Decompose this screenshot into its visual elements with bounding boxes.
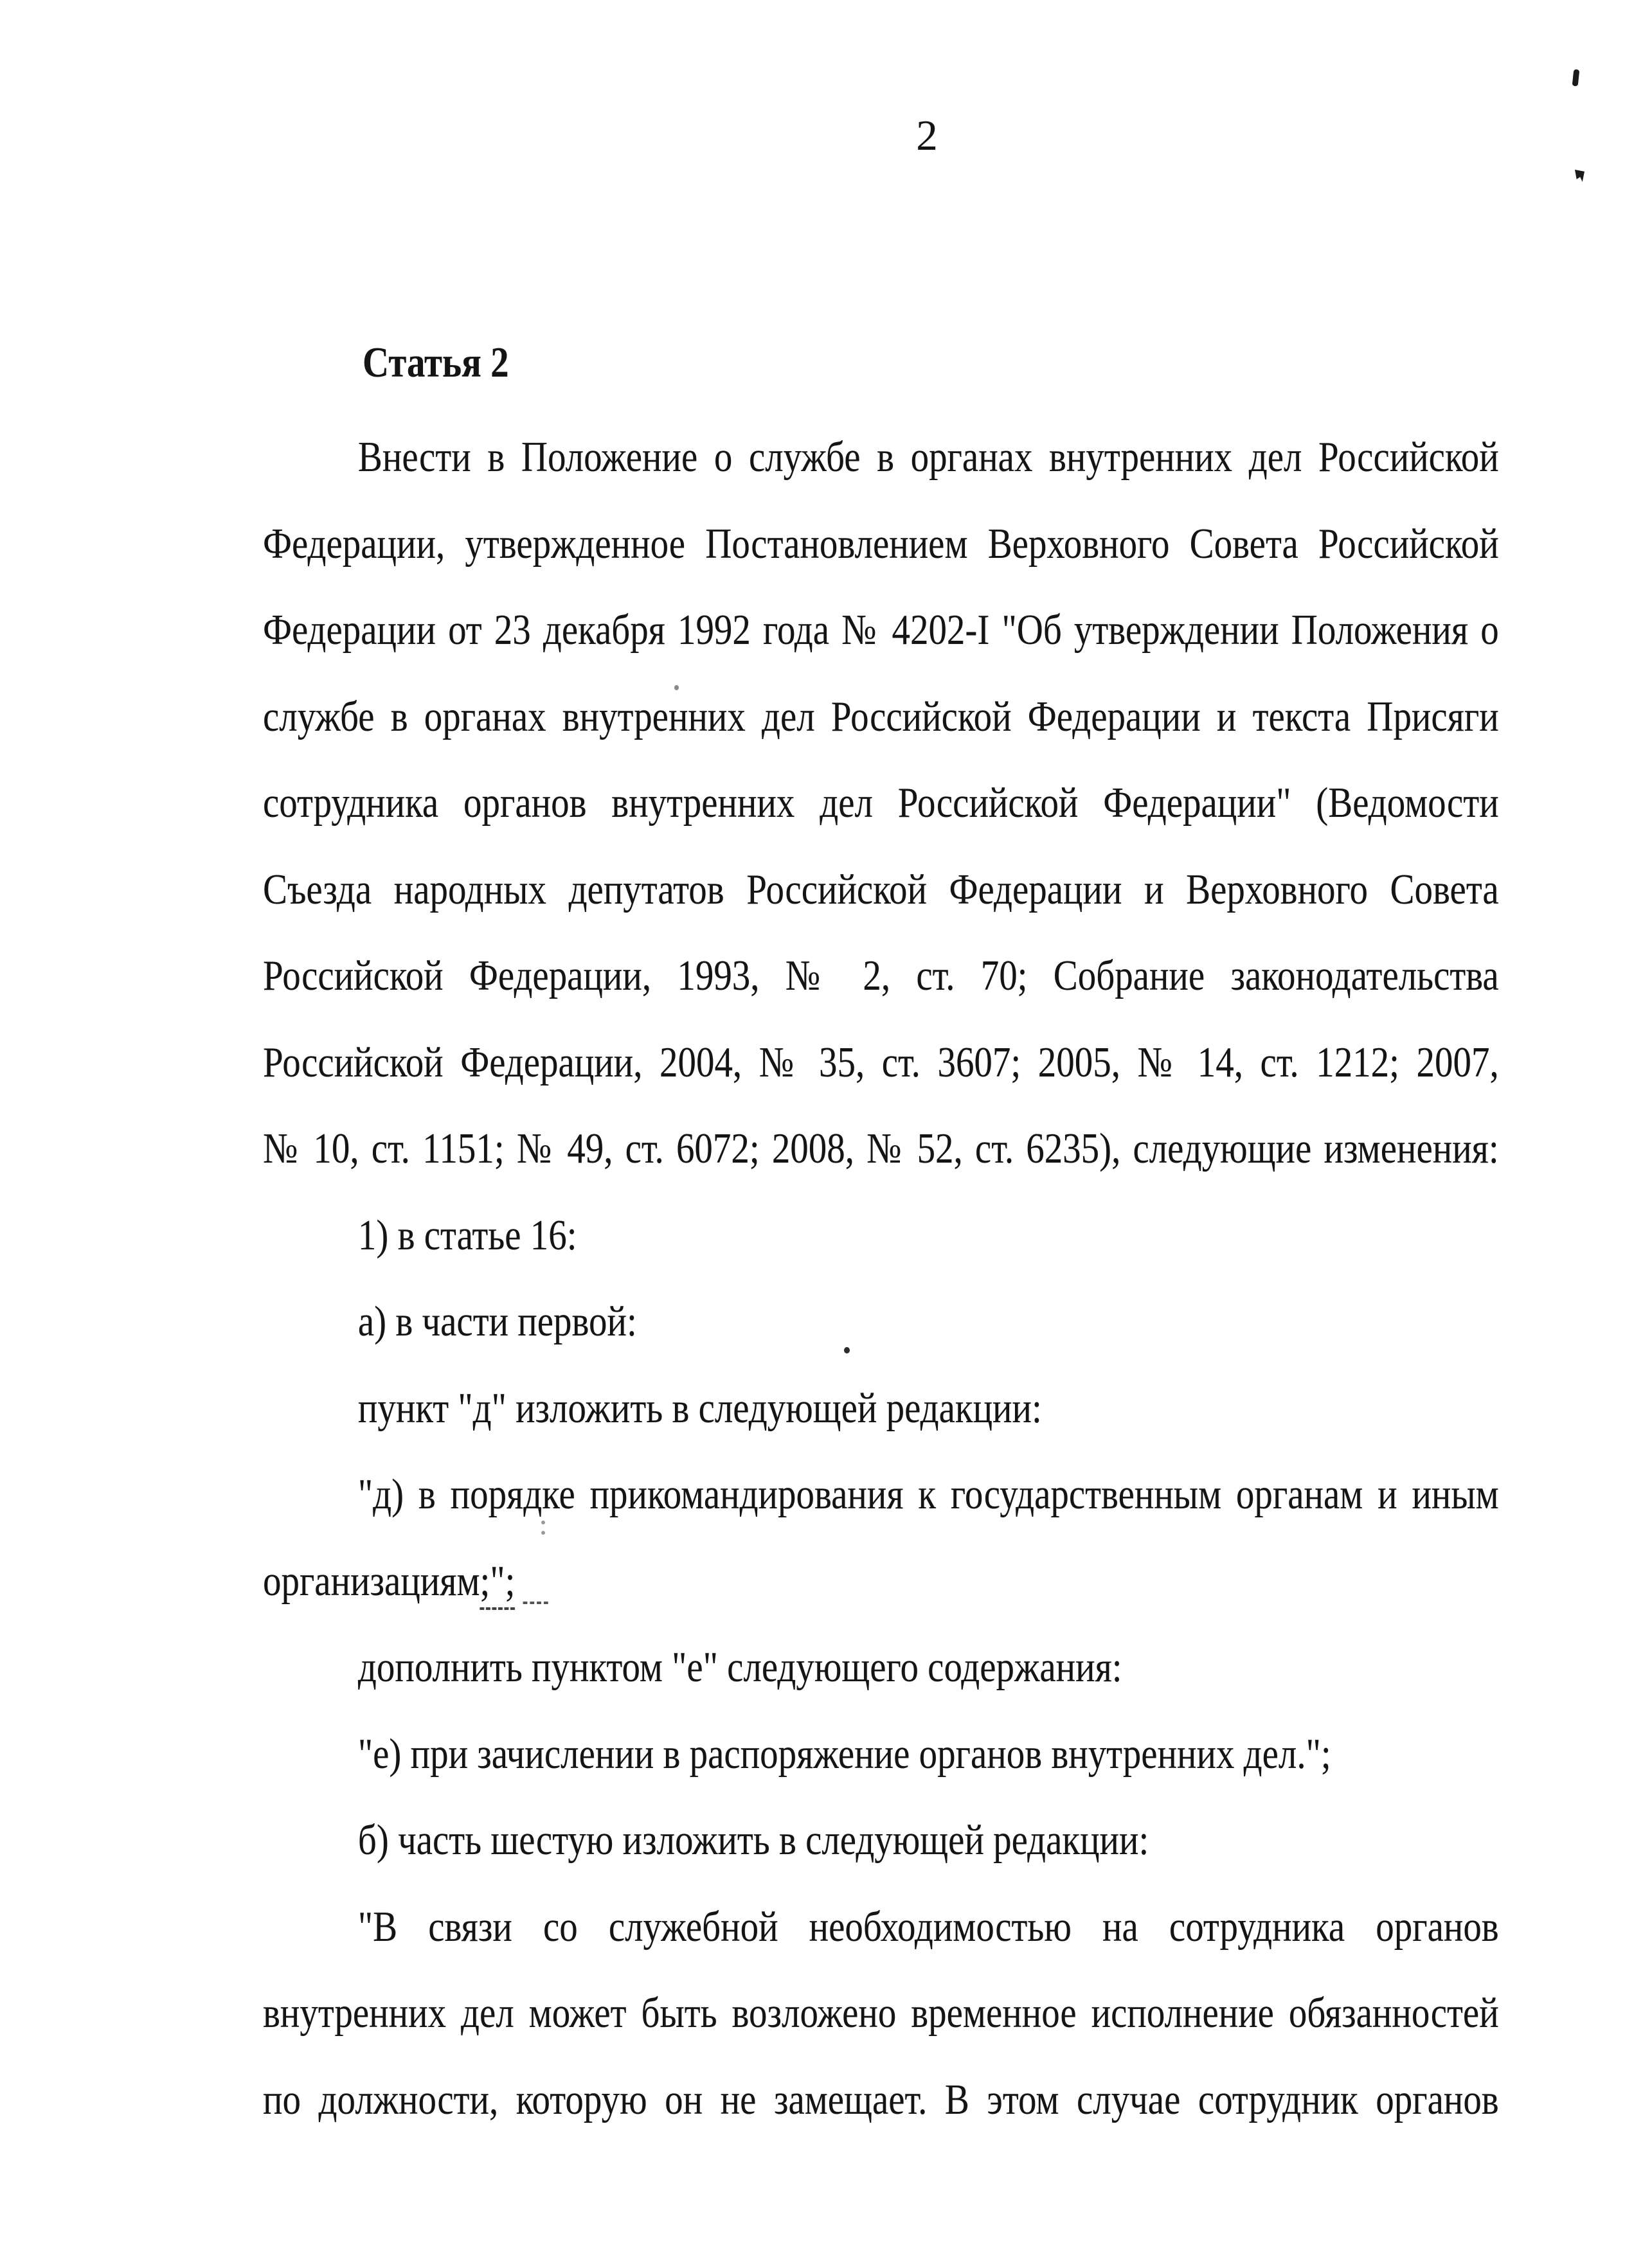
text-line [263, 933, 1499, 1019]
text-line [263, 674, 1499, 760]
ink-speck [844, 1347, 850, 1353]
text-line [263, 1192, 1499, 1279]
line-text: Российской Федерации, 2004, № 35, ст. 3607; 2005, № 14, ст. 1212; 2007, [263, 1038, 1499, 1086]
text-line [263, 1970, 1499, 2057]
text-line [263, 1365, 1499, 1452]
line-text: "е) при зачислении в распоряжение органов внутренних дел."; [357, 1729, 1331, 1778]
text-line [263, 1624, 1499, 1711]
line-text: Федерации от 23 декабря 1992 года № 4202-I "Об утверждении Положения о [263, 606, 1499, 654]
line-text: а) в части первой: [357, 1298, 637, 1345]
line-text: службе в органах внутренних дел Российской Федерации и текста Присяги [263, 692, 1499, 740]
line-text: № 10, ст. 1151; № 49, ст. 6072; 2008, № 52, ст. 6235), следующие изменения: [263, 1125, 1499, 1172]
text-line [263, 1019, 1499, 1106]
line-text: "В связи со служебной необходимостью на сотрудника органов [357, 1902, 1499, 1951]
page-number: 2 [916, 112, 938, 159]
ink-speck [541, 1521, 545, 1524]
line-text: Российской Федерации, 1993, № 2, ст. 70; Собрание законодательства [263, 952, 1499, 999]
text-line [263, 2057, 1499, 2143]
ink-speck [1575, 170, 1585, 182]
text-line [263, 1797, 1499, 1884]
line-text: по должности, которую он не замещает. В этом случае сотрудник органов [263, 2075, 1499, 2123]
text-line [263, 414, 1499, 501]
corrected-punctuation: ;"; [480, 1557, 548, 1605]
text-line [263, 1451, 1499, 1538]
line-text: Федерации, утвержденное Постановлением Верховного Совета Российской [263, 519, 1499, 567]
line-text: дополнить пунктом "е" следующего содержания: [357, 1643, 1122, 1691]
document-body [263, 414, 1499, 2143]
line-text: организациям [263, 1557, 480, 1605]
line-text: 1) в статье 16: [357, 1211, 577, 1259]
text-line [263, 501, 1499, 587]
text-line [263, 587, 1499, 674]
line-text: б) часть шестую изложить в следующей редакции: [357, 1816, 1149, 1864]
ink-speck [674, 685, 679, 690]
line-text: сотрудника органов внутренних дел Российской Федерации" (Ведомости [263, 779, 1499, 826]
text-line [263, 760, 1499, 846]
text-line [263, 1711, 1499, 1798]
text-line [263, 846, 1499, 933]
ink-speck [1572, 69, 1580, 87]
text-line [263, 1884, 1499, 1970]
text-line [263, 1278, 1499, 1365]
line-text: "д) в порядке прикомандирования к государственным органам и иным [357, 1470, 1499, 1518]
line-text: Внести в Положение о службе в органах внутренних дел Российской [357, 433, 1499, 481]
text-line [263, 1538, 1499, 1625]
line-text: внутренних дел может быть возложено временное исполнение обязанностей [263, 1989, 1499, 2037]
line-text: пункт "д" изложить в следующей редакции: [357, 1384, 1042, 1432]
line-text: Съезда народных депутатов Российской Федерации и Верховного Совета [263, 865, 1499, 913]
article-heading: Статья 2 [363, 339, 509, 386]
text-line [263, 1105, 1499, 1192]
